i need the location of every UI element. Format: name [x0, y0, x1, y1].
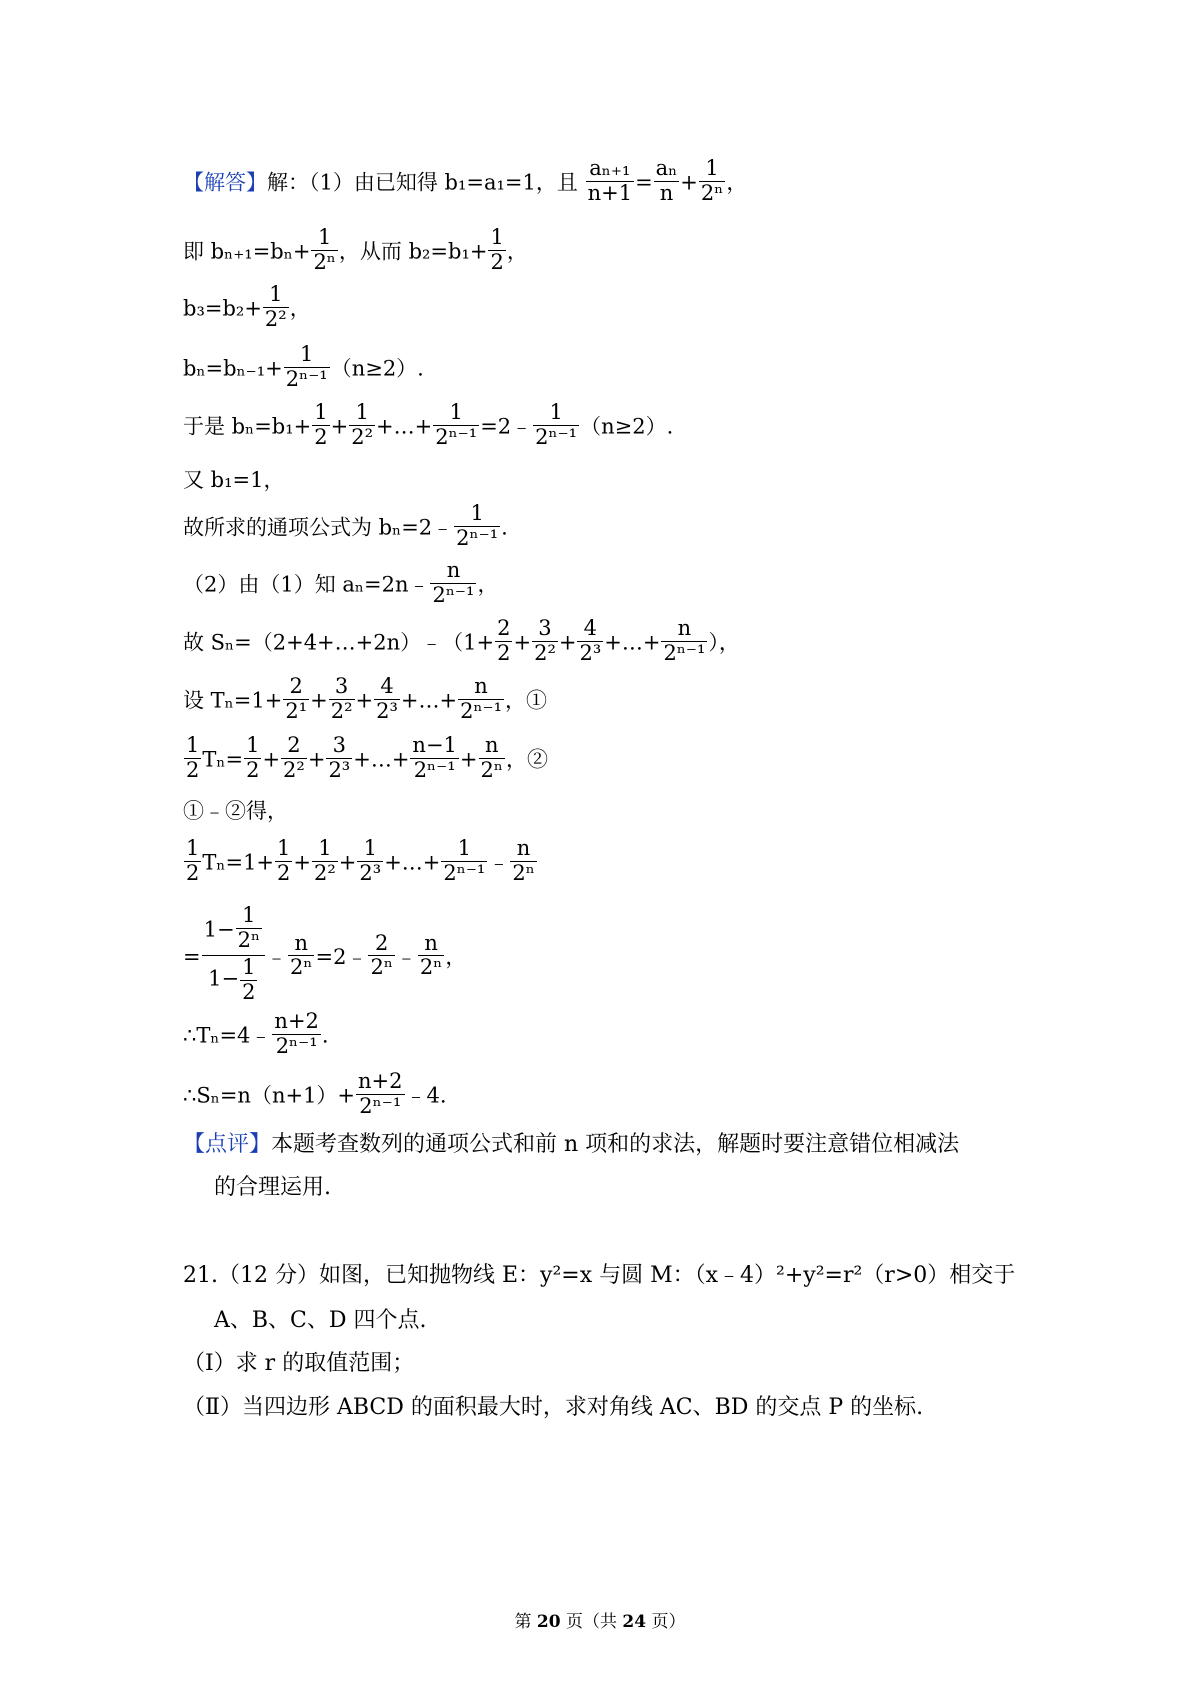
fraction: $\frac{1}{2}$	[186, 836, 200, 885]
solution-line-4: bₙ=bₙ₋₁+ $\frac{1}{\text{2ⁿ⁻¹}}$ （n≥2）.	[183, 342, 424, 391]
comment-tag: 【点评】	[183, 1132, 272, 1157]
fraction: $\frac{n}{\text{2ⁿ}}$	[512, 836, 535, 885]
fraction: $\frac{1}{\text{2²}}$	[264, 282, 287, 331]
problem-21-line-2: A、B、C、D 四个点.	[214, 1308, 427, 1333]
solution-line-6: 又 b₁=1，	[183, 468, 285, 492]
fraction: $\frac{1}{\text{2ⁿ⁻¹}}$	[535, 400, 578, 449]
fraction: $\frac{1}{\text{2²}}$	[314, 836, 336, 885]
fraction: $\frac{1}{\text{2ⁿ}}$	[313, 225, 336, 274]
solution-tag: 【解答】	[183, 170, 267, 195]
problem-21-part-2: （Ⅱ）当四边形 ABCD 的面积最大时，求对角线 AC、BD 的交点 P 的坐标.	[183, 1395, 924, 1420]
solution-line-15: ∴Tₙ=4﹣ $\frac{n+2}{\text{2ⁿ⁻¹}}$ .	[183, 1009, 329, 1058]
solution-line-2: 即 bₙ₊₁=bₙ+ $\frac{1}{\text{2ⁿ}}$ ，从而 b₂=b₁+ $\frac{1}{2}$ ，	[183, 225, 528, 274]
solution-line-5: 于是 bₙ=b₁+ $\frac{1}{2}$ + $\frac{1}{\text{2²}}$ +…+ $\frac{1}{\text{2ⁿ⁻¹}}$ =2﹣ $\frac{1}{\text{2ⁿ⁻¹}}$ （n≥2）.	[183, 400, 674, 449]
solution-line-1: 【解答】解：（1）由已知得 b₁=a₁=1，且 $\frac{\text{aₙ₊₁}}{n+1}$ = $\frac{\text{aₙ}}{n}$ + $\frac{1}{\text{2ⁿ}}$ ，	[183, 156, 748, 205]
fraction: $\frac{1}{\text{2ⁿ⁻¹}}$	[435, 400, 478, 449]
solution-line-16: ∴Sₙ=n（n+1）+ $\frac{n+2}{\text{2ⁿ⁻¹}}$ ﹣4.	[183, 1069, 447, 1118]
fraction: $\frac{\text{aₙ₊₁}}{n+1}$	[587, 156, 633, 205]
fraction: $\frac{3}{\text{2³}}$	[328, 733, 351, 782]
fraction: $\frac{4}{\text{2³}}$	[579, 616, 602, 665]
page-number: 20	[536, 1612, 561, 1632]
fraction: $\frac{n}{\text{2ⁿ}}$	[419, 930, 443, 980]
fraction: $\frac{2}{\text{2ⁿ}}$	[370, 930, 393, 980]
fraction: $\frac{n+2}{\text{2ⁿ⁻¹}}$	[274, 1009, 319, 1058]
fraction: $\frac{n}{\text{2ⁿ⁻¹}}$	[432, 558, 475, 607]
problem-21-part-1: （Ⅰ）求 r 的取值范围；	[183, 1351, 415, 1376]
page-footer: 第 20 页（共 24 页）	[514, 1612, 686, 1632]
fraction: $\frac{1}{2}$	[277, 836, 291, 885]
solution-line-10: 设 Tₙ=1+ $\frac{2}{\text{2¹}}$ + $\frac{3}{\text{2²}}$ + $\frac{4}{\text{2³}}$ +…+ $\frac{n}{\text{2ⁿ⁻¹}}$ ，①	[183, 674, 548, 723]
fraction: $\frac{1}{\text{2ⁿ⁻¹}}$	[285, 342, 328, 391]
fraction: $\frac{1}{2}$	[314, 400, 328, 449]
fraction: $\frac{1}{\text{2ⁿ}}$	[700, 156, 724, 205]
fraction: $\frac{4}{\text{2³}}$	[376, 674, 398, 723]
fraction: $\frac{2}{2}$	[497, 616, 511, 665]
fraction: $\frac{n}{\text{2ⁿ}}$	[480, 733, 503, 782]
fraction: $\frac{1}{\text{2ⁿ}}$	[237, 903, 261, 952]
comment-line-2: 的合理运用.	[214, 1175, 331, 1200]
fraction: $\frac{1}{\text{2³}}$	[359, 836, 382, 885]
problem-21-line-1: 21.（12 分）如图，已知抛物线 E：y²=x 与圆 M：（x﹣4）²+y²=r²（r>0）相交于	[183, 1263, 1016, 1288]
solution-line-14: = 1− $\frac{1}{\text{2ⁿ}}$ 1− $\frac{1}{2}$ ﹣ $\frac{n}{\text{2ⁿ}}$ =2﹣ $\frac{2}{\text{2ⁿ}}$ ﹣ $\frac{n}{\text{2ⁿ}}$ ，	[183, 903, 467, 1004]
solution-line-3: b₃=b₂+ $\frac{1}{\text{2²}}$ ，	[183, 282, 311, 331]
fraction: $\frac{1}{\text{2ⁿ⁻¹}}$	[443, 836, 486, 885]
fraction: $\frac{3}{\text{2²}}$	[534, 616, 556, 665]
fraction: $\frac{n}{\text{2ⁿ⁻¹}}$	[663, 616, 706, 665]
solution-line-13: $\frac{1}{2}$ Tₙ=1+ $\frac{1}{2}$ + $\frac{1}{\text{2²}}$ + $\frac{1}{\text{2³}}$ +…+ $\frac{1}{\text{2ⁿ⁻¹}}$ ﹣ $\frac{n}{\text{2ⁿ}}$	[186, 836, 535, 885]
fraction: $\frac{2}{\text{2¹}}$	[285, 674, 308, 723]
fraction: $\frac{1}{\text{2²}}$	[351, 400, 374, 449]
fraction: $\frac{n}{\text{2ⁿ⁻¹}}$	[460, 674, 503, 723]
fraction: $\frac{n}{\text{2ⁿ}}$	[290, 930, 313, 980]
fraction: $\frac{1}{2}$	[490, 225, 504, 274]
compound-fraction: 1− $\frac{1}{\text{2ⁿ}}$ 1− $\frac{1}{2}$	[202, 907, 265, 1004]
fraction: $\frac{1}{2}$	[246, 733, 260, 782]
page-total: 24	[622, 1612, 647, 1632]
fraction: $\frac{1}{2}$	[242, 955, 256, 1004]
fraction: $\frac{n-1}{\text{2ⁿ⁻¹}}$	[412, 733, 457, 782]
fraction: $\frac{2}{\text{2²}}$	[283, 733, 305, 782]
solution-line-9: 故 Sₙ=（2+4+…+2n）﹣（1+ $\frac{2}{2}$ + $\frac{3}{\text{2²}}$ + $\frac{4}{\text{2³}}$ +…+ $\frac{n}{\text{2ⁿ⁻¹}}$ ），	[183, 616, 740, 665]
fraction: $\frac{1}{2}$	[186, 733, 200, 782]
solution-line-12: ①﹣②得，	[183, 799, 288, 823]
fraction: $\frac{1}{\text{2ⁿ⁻¹}}$	[456, 501, 499, 550]
solution-line-7: 故所求的通项公式为 bₙ=2﹣ $\frac{1}{\text{2ⁿ⁻¹}}$ .	[183, 501, 508, 550]
fraction: $\frac{n+2}{\text{2ⁿ⁻¹}}$	[358, 1069, 403, 1118]
comment-line-1: 【点评】本题考查数列的通项公式和前 n 项和的求法，解题时要注意错位相减法	[183, 1132, 960, 1157]
fraction: $\frac{3}{\text{2²}}$	[330, 674, 353, 723]
solution-line-11: $\frac{1}{2}$ Tₙ= $\frac{1}{2}$ + $\frac{2}{\text{2²}}$ + $\frac{3}{\text{2³}}$ +…+ $\frac{n-1}{\text{2ⁿ⁻¹}}$ + $\frac{n}{\text{2ⁿ}}$ ，②	[186, 733, 548, 782]
fraction: $\frac{\text{aₙ}}{n}$	[655, 156, 678, 205]
solution-line-8: （2）由（1）知 aₙ=2n﹣ $\frac{n}{\text{2ⁿ⁻¹}}$ ，	[183, 558, 499, 607]
